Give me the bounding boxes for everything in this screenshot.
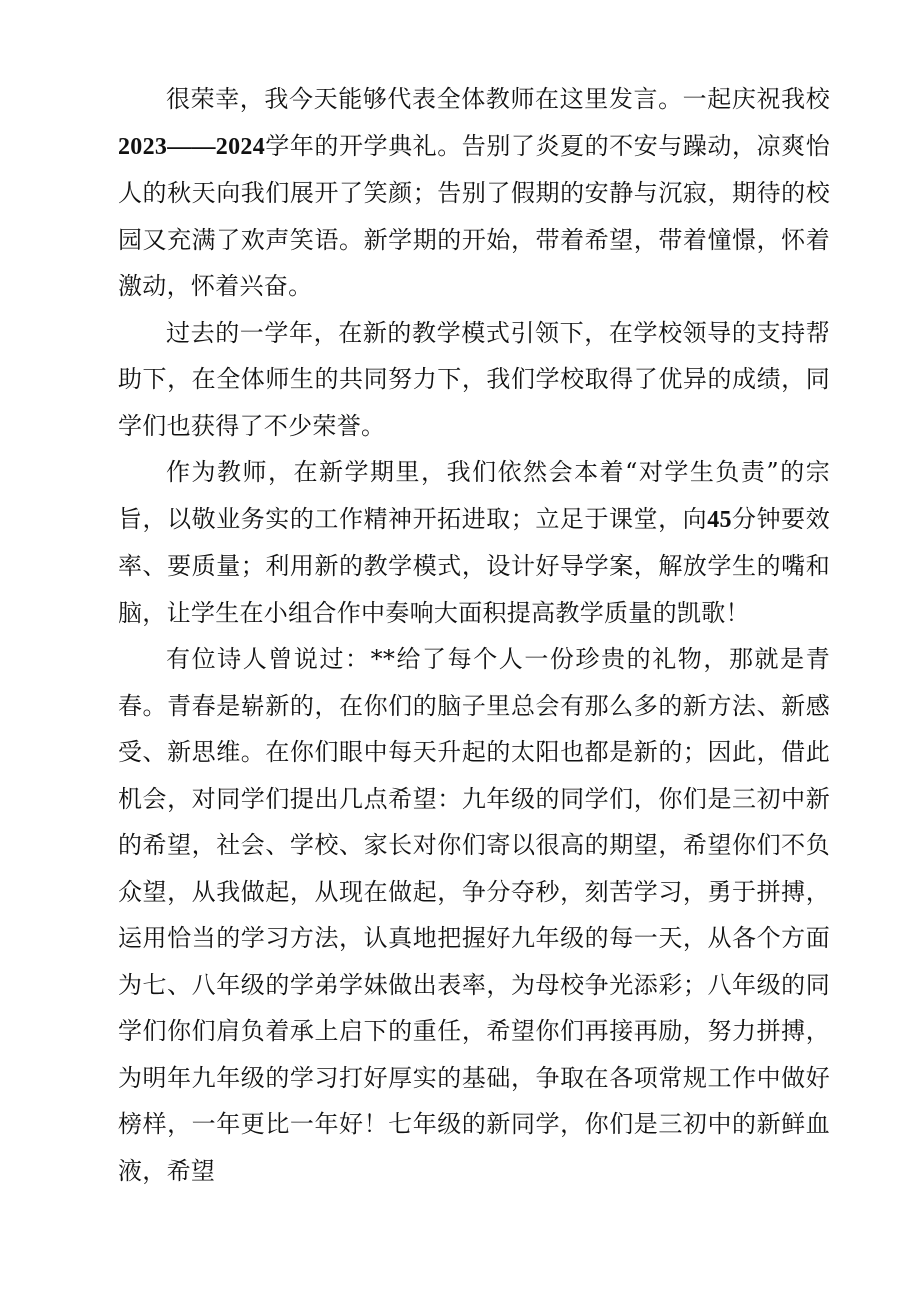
- paragraph-teacher-commitment-text-c: 分钟要效率、要质量；利用新的教学模式，设计好导学案，解放学生的嘴和脑，让学生在小组合作中奏响大面积提高教学质量的凯歌！: [118, 504, 830, 627]
- document-body: [118, 76, 830, 1194]
- paragraph-opening: [118, 76, 830, 310]
- paragraph-hopes-for-students-text: 有位诗人曾说过：**给了每个人一份珍贵的礼物，那就是青春。青春是崭新的，在你们的脑子里总会有那么多的新方法、新感受、新思维。在你们眼中每天升起的太阳也都是新的；因此，借此机会，对同学们提出几点希望：九年级的同学们，你们是三初中新的希望，社会、学校、家长对你们寄以很高的期望，希望你们不负众望，从我做起，从现在做起，争分夺秒，刻苦学习，勇于拼搏，运用恰当的学习方法，认真地把握好九年级的每一天，从各个方面为七、八年级的学弟学妹做出表率，为母校争光添彩；八年级的同学们你们肩负着承上启下的重任，希望你们再接再励，努力拼搏，为明年九年级的学习打好厚实的基础，争取在各项常规工作中做好榜样，一年更比一年好！七年级的新同学，你们是三初中的新鲜血液，希望: [118, 645, 830, 1185]
- paragraph-past-year-text: 过去的一学年，在新的教学模式引领下，在学校领导的支持帮助下，在全体师生的共同努力下，我们学校取得了优异的成绩，同学们也获得了不少荣誉。: [118, 318, 830, 440]
- paragraph-opening-text-c: 学年的开学典礼。告别了炎夏的不安与躁动，凉爽怡人的秋天向我们展开了笑颜；告别了假期的安静与沉寂，期待的校园又充满了欢声笑语。新学期的开始，带着希望，带着憧憬，怀着激动，怀着兴奋。: [118, 131, 830, 300]
- paragraph-teacher-commitment: [118, 449, 830, 636]
- paragraph-teacher-commitment-text-a: 作为教师，在新学期里，我们依然会本着“对学生负责”的宗旨，以敬业务实的工作精神开拓进取；立足于课堂，向: [118, 458, 830, 533]
- minutes-number: 45: [707, 506, 732, 533]
- paragraph-opening-text-a: 很荣幸，我今天能够代表全体教师在这里发言。一起庆祝我校: [166, 85, 830, 113]
- paragraph-hopes-for-students: [118, 636, 830, 1194]
- paragraph-past-year: [118, 310, 830, 450]
- school-year-range: 2023——2024: [118, 133, 265, 160]
